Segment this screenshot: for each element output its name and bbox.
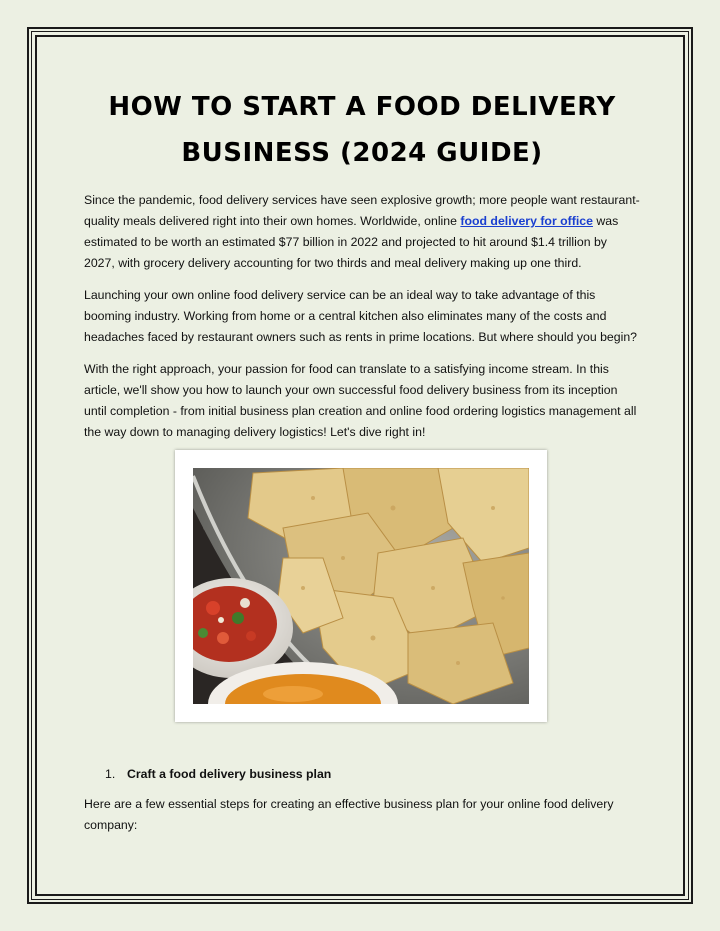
food-photo-frame <box>175 450 547 722</box>
title-line-2: BUSINESS (2024 GUIDE) <box>181 138 543 168</box>
document-title <box>84 84 640 176</box>
paragraph-intro-text-end: was estimated to be worth an estimated $77 billion in 2022 and projected to hit around $1.4 trillion by 2027, with grocery delivery accounting for two thirds and meal delivery making up one third. <box>84 214 619 270</box>
food-delivery-for-office-link[interactable]: food delivery for office <box>460 214 593 228</box>
paragraph-intro-text-start: Since the pandemic, food delivery services have seen explosive growth; more people want restaurant-quality meals delivered right into their own homes. Worldwide, online <box>84 193 640 228</box>
document-body-continued <box>84 794 640 847</box>
paragraph-intro <box>84 190 640 274</box>
step-1-heading <box>105 765 331 783</box>
step-1-number: 1. <box>105 767 116 781</box>
paragraph-launching: Launching your own online food delivery service can be an ideal way to take advantage of this booming industry. Working from home or a central kitchen also eliminates many of the costs and headaches faced by restaurant owners such as rents in prime locations. But where should you begin? <box>84 288 637 344</box>
paragraph-approach: With the right approach, your passion for food can translate to a satisfying income stream. In this article, we'll show you how to launch your own successful food delivery business from its inception until completion - from initial business plan creation and online food ordering logistics management all the way down to managing delivery logistics! Let's dive right in! <box>84 362 637 439</box>
document-body <box>84 84 640 454</box>
paragraph-business-plan: Here are a few essential steps for creating an effective business plan for your online food delivery company: <box>84 797 614 832</box>
step-1-label: Craft a food delivery business plan <box>127 767 332 781</box>
chips-and-salsa-photo <box>193 468 529 704</box>
title-line-1: HOW TO START A FOOD DELIVERY <box>108 92 616 122</box>
